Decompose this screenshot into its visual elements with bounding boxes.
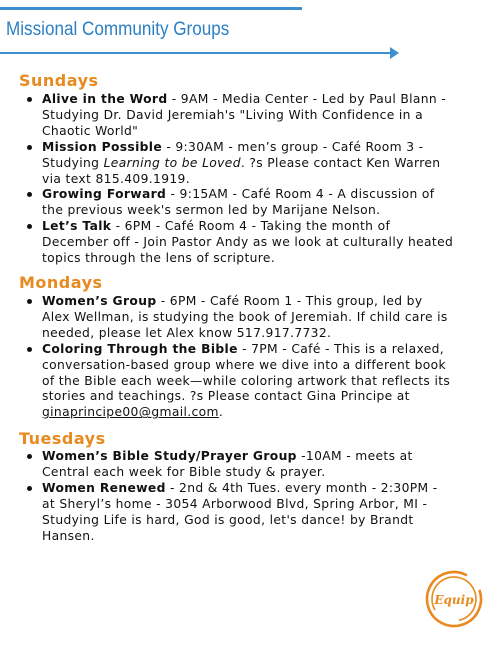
group-name: Alive in the Word — [42, 92, 168, 106]
list-item — [20, 187, 454, 219]
book-title: Learning to be Loved — [103, 155, 241, 170]
logo-text: Equip — [434, 593, 474, 607]
group-details: - 6PM - Café Room 4 - Taking the month of December off - Join Pastor Andy as we look at culturally heated topics through the lens of scripture. — [42, 219, 454, 266]
group-name: Growing Forward — [42, 187, 167, 202]
group-name: Coloring Through the Bible — [42, 341, 238, 356]
group-details: - 7PM - Café - This is a relaxed, conversation-based group where we dive into a different book of the Bible each week—while coloring artwork that reflects its stories and teachings. ?s Please contact Gina Principe at — [42, 341, 451, 404]
group-details: - 9:15AM - Café Room 4 - A discussion of the previous week's sermon led by Marijane Nelson. — [42, 187, 435, 218]
group-name: Mission Possible — [42, 139, 163, 154]
group-details-contact: . ?s Please contact Ken Warren via text 815.409.1919. — [42, 155, 441, 186]
header-arrow-rule — [0, 52, 392, 54]
mondays-heading: Mondays — [19, 273, 103, 292]
list-item — [20, 92, 454, 140]
list-item — [20, 449, 454, 481]
equip-logo — [424, 569, 484, 629]
group-details: - 6PM - Café Room 1 - This group, led by Alex Wellman, is studying the book of Jeremiah. If child care is needed, please let Alex know 517.917.7732. — [42, 294, 448, 340]
tuesdays-list — [20, 449, 454, 544]
list-item — [20, 342, 454, 422]
list-item — [20, 219, 454, 267]
list-item — [20, 481, 454, 545]
sundays-heading: Sundays — [19, 71, 99, 90]
group-name: Women’s Group — [42, 294, 157, 308]
tuesdays-heading: Tuesdays — [19, 429, 106, 448]
list-item — [20, 294, 454, 342]
group-details: - 9:30AM - men’s group - Café Room 3 - Studying — [42, 139, 424, 170]
arrow-head-icon — [390, 47, 399, 59]
group-name: Let’s Talk — [42, 219, 112, 234]
group-details-end: . — [218, 405, 224, 420]
page-title: Missional Community Groups — [6, 19, 230, 40]
sundays-list — [20, 92, 454, 267]
list-item — [20, 140, 454, 188]
group-details: - 9AM - Media Center - Led by Paul Blann - Studying Dr. David Jeremiah's "Living With Confidence in a Chaotic World" — [42, 92, 447, 138]
group-name: Women’s Bible Study/Prayer Group — [42, 449, 297, 463]
email-link[interactable]: ginaprincipe00@gmail.com — [42, 405, 219, 420]
mondays-list — [20, 294, 454, 421]
header-top-rule — [0, 7, 302, 10]
group-details: -10AM - meets at Central each week for Bible study & prayer. — [42, 449, 413, 479]
group-name: Women Renewed — [42, 480, 166, 495]
group-details: - 2nd & 4th Tues. every month - 2:30PM - at Sheryl’s home - 3054 Arborwood Blvd, Spring Arbor, MI - Studying Life is hard, God is good, let's dance! by Brandt Hansen. — [42, 480, 438, 543]
